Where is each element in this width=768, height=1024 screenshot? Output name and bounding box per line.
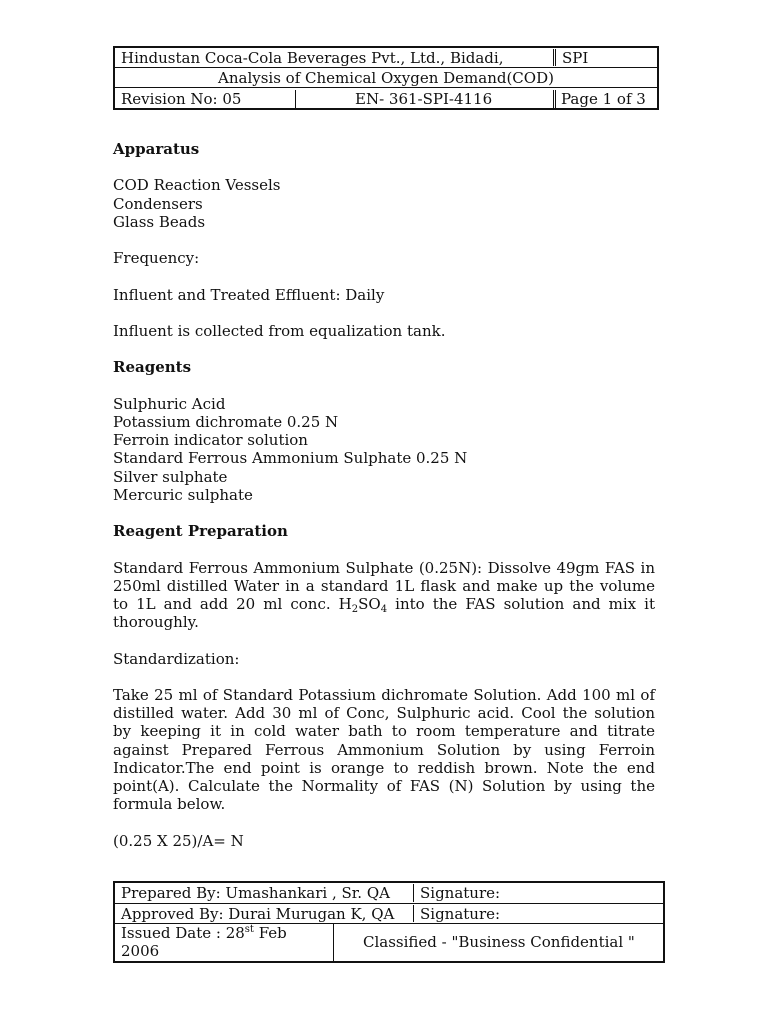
reagent-item: Ferroin indicator solution: [113, 431, 308, 450]
paragraph-line: thoroughly.: [113, 613, 199, 632]
apparatus-item: Condensers: [113, 194, 203, 213]
footer-row-approved: [115, 904, 663, 924]
text-run: Issued Date : 28: [121, 924, 245, 942]
paragraph-line: Indicator.The end point is orange to reddish brown. Note the end: [113, 758, 655, 777]
fas-preparation-paragraph: [113, 559, 655, 632]
text-run: SO: [358, 594, 381, 613]
paragraph-line: 250ml distilled Water in a standard 1L flask and make up the volume: [113, 576, 655, 595]
paragraph-line: point(A). Calculate the Normality of FAS (N) Solution by using the: [113, 776, 655, 795]
paragraph-line: against Prepared Ferrous Ammonium Solution by using Ferroin: [113, 740, 655, 759]
document-number: EN- 361-SPI-4116: [355, 90, 493, 108]
reagents-heading: Reagents: [113, 358, 192, 377]
revision-number: Revision No: 05: [121, 90, 242, 108]
reagent-item: Potassium dichromate 0.25 N: [113, 412, 339, 431]
header-row-title: [115, 68, 657, 88]
reagent-item: Silver sulphate: [113, 467, 228, 486]
paragraph-line: by keeping it in cold water bath to room temperature and titrate: [113, 722, 655, 741]
spi-code: SPI: [562, 49, 589, 67]
text-run: into the FAS solution and mix it: [387, 594, 655, 613]
footer-row-issued: [115, 924, 663, 961]
header-divider: [553, 90, 556, 108]
apparatus-item: Glass Beads: [113, 212, 206, 231]
footer-divider: [413, 905, 414, 922]
footer-divider: [413, 884, 414, 902]
document-title: Analysis of Chemical Oxygen Demand(COD): [218, 69, 554, 87]
frequency-schedule: Influent and Treated Effluent: Daily: [113, 285, 385, 304]
subscript: 2: [351, 603, 359, 615]
reagent-preparation-heading: Reagent Preparation: [113, 522, 288, 541]
header-row-revision: [115, 89, 657, 109]
document-footer-table: [113, 881, 665, 963]
footer-divider: [333, 924, 334, 961]
issued-date: [121, 924, 287, 960]
subscript: 4: [380, 603, 388, 615]
classification-label: Classified - "Business Confidential ": [363, 933, 635, 951]
prepared-by: Prepared By: Umashankari , Sr. QA: [121, 884, 390, 902]
approved-signature: Signature:: [420, 905, 501, 923]
text-run: to 1L and add 20 ml conc. H: [113, 594, 352, 613]
approved-by: Approved By: Durai Murugan K, QA: [121, 905, 395, 923]
reagent-item: Standard Ferrous Ammonium Sulphate 0.25 N: [113, 449, 468, 468]
document-body: [113, 140, 655, 850]
paragraph-line: distilled water. Add 30 ml of Conc, Sulphuric acid. Cool the solution: [113, 704, 655, 723]
frequency-label: Frequency:: [113, 249, 200, 268]
header-divider: [295, 90, 296, 108]
company-name: Hindustan Coca-Cola Beverages Pvt., Ltd., Bidadi,: [121, 49, 504, 67]
paragraph-line: formula below.: [113, 795, 226, 814]
apparatus-item: COD Reaction Vessels: [113, 176, 281, 195]
footer-row-prepared: [115, 883, 663, 904]
header-divider: [553, 49, 556, 66]
normality-formula: (0.25 X 25)/A= N: [113, 831, 244, 850]
reagent-item: Mercuric sulphate: [113, 485, 253, 504]
influent-note: Influent is collected from equalization tank.: [113, 321, 446, 340]
issued-year: 2006: [121, 942, 160, 960]
apparatus-heading: Apparatus: [113, 140, 200, 158]
superscript: st: [244, 924, 254, 935]
page-number: Page 1 of 3: [561, 90, 646, 108]
prepared-signature: Signature:: [420, 884, 501, 902]
standardization-label: Standardization:: [113, 649, 240, 668]
header-row-company: [115, 48, 657, 68]
paragraph-line-formula: [113, 595, 655, 613]
standardization-paragraph: [113, 686, 655, 813]
document-header-table: [113, 46, 659, 110]
reagent-item: Sulphuric Acid: [113, 394, 226, 413]
text-run: Feb: [253, 924, 287, 942]
paragraph-line: Take 25 ml of Standard Potassium dichromate Solution. Add 100 ml of: [113, 685, 655, 704]
paragraph-line: Standard Ferrous Ammonium Sulphate (0.25N): Dissolve 49gm FAS in: [113, 558, 655, 577]
